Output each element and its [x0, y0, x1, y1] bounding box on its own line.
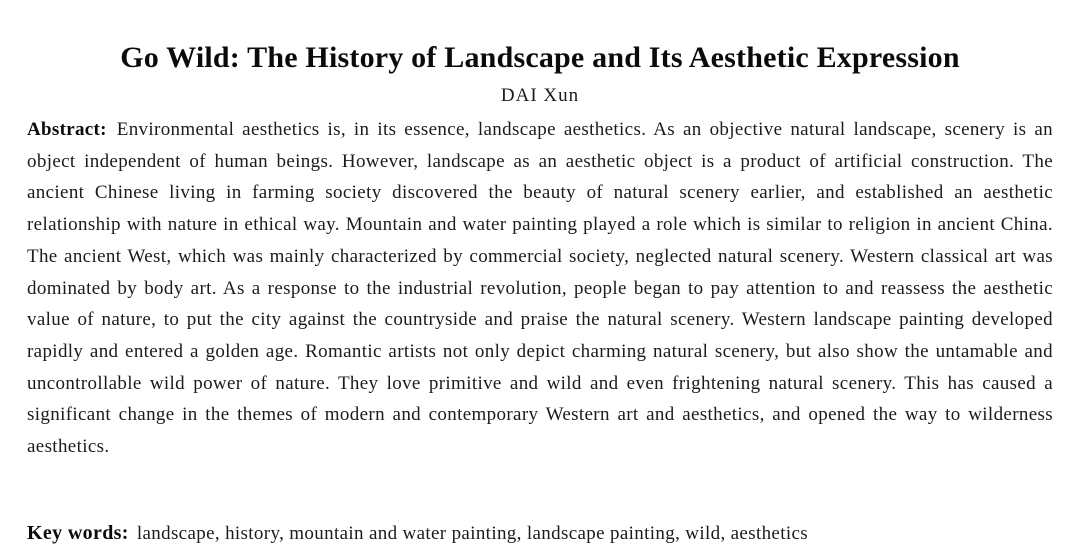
keywords-label: Key words:: [27, 522, 129, 544]
abstract-text: Environmental aesthetics is, in its essence, landscape aesthetics. As an objective natural landscape, scenery is an object independent of human beings. However, landscape as an aesthetic object is a product of artificial construction. The ancient Chinese living in farming society discovered the beauty of natural scenery earlier, and established an aesthetic relationship with nature in ethical way. Mountain and water painting played a role which is similar to religion in ancient China. The ancient West, which was mainly characterized by commercial society, neglected natural scenery. Western classical art was dominated by body art. As a response to the industrial revolution, people began to pay attention to and reassess the aesthetic value of nature, to put the city against the countryside and praise the natural scenery. Western landscape painting developed rapidly and entered a golden age. Romantic artists not only depict charming natural scenery, but also show the untamable and uncontrollable wild power of nature. They love primitive and wild and even frightening natural scenery. This has caused a significant change in the themes of modern and contemporary Western art and aesthetics, and opened the way to wilderness aesthetics.: [27, 119, 1053, 458]
keywords-line: [27, 518, 1053, 549]
abstract-paragraph: [27, 114, 1053, 463]
keywords-text: landscape, history, mountain and water painting, landscape painting, wild, aesthetics: [136, 523, 809, 544]
paper-title: Go Wild: The History of Landscape and Its Aesthetic Expression: [120, 41, 960, 74]
abstract-label: Abstract:: [27, 119, 107, 140]
paper-author: DAI Xun: [500, 85, 580, 106]
